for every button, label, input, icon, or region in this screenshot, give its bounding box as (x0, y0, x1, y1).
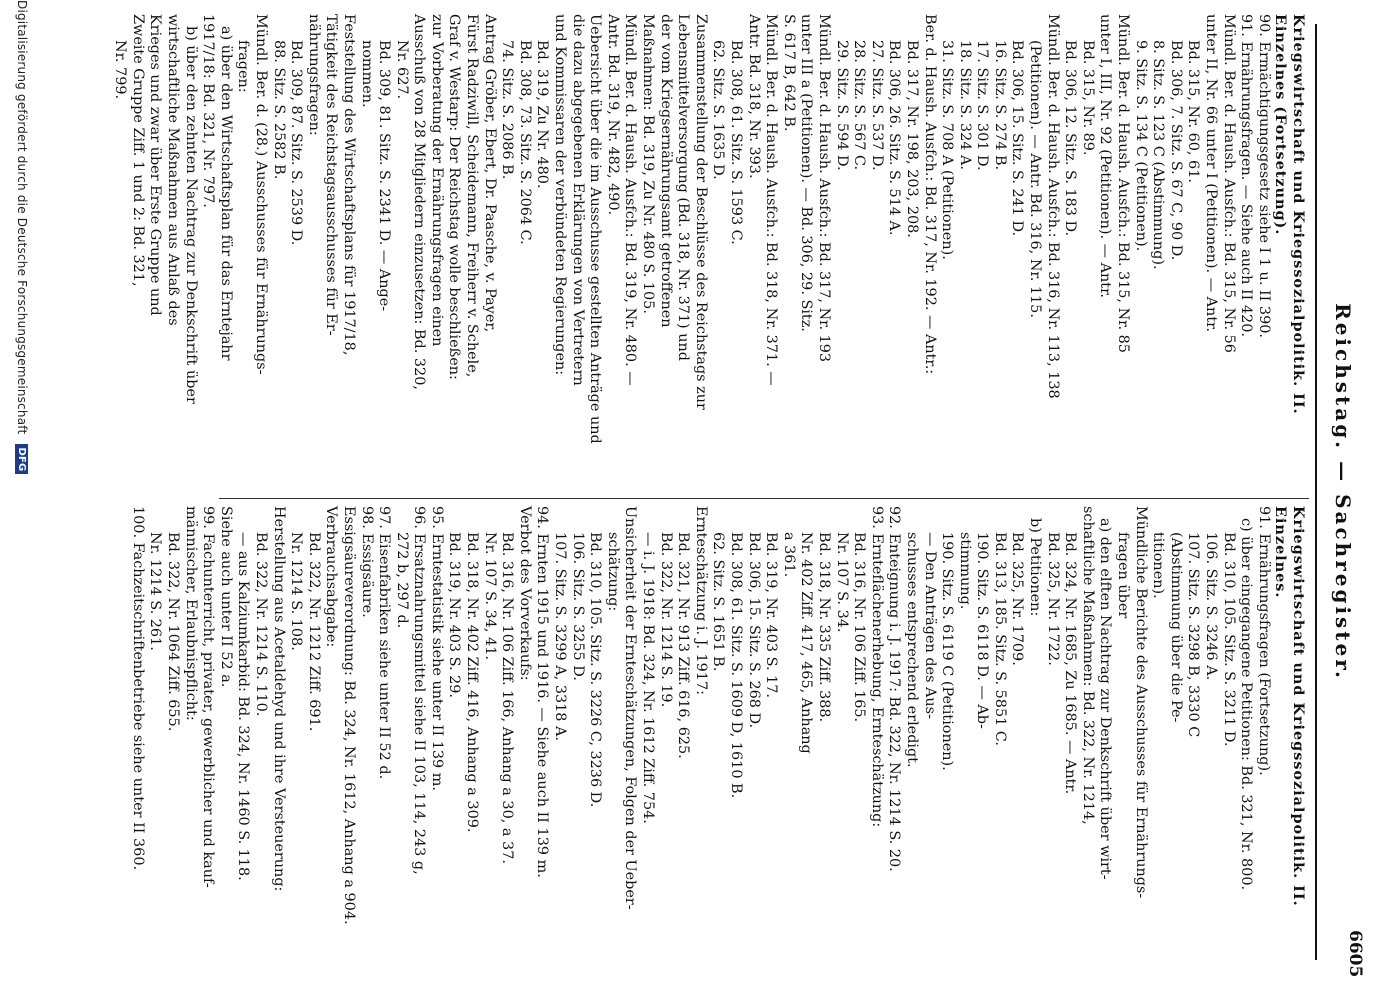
register-line: der vom Kriegsernährungsamt getroffenen (657, 14, 674, 328)
register-line: Bd. 316, Nr. 106 Ziff. 166, Anhang a 30, a 37. (499, 532, 516, 864)
register-line: Nr. 799. (112, 40, 129, 100)
register-line: 95. Erntestatistik siehe unter II 139 m. (428, 506, 445, 791)
register-line: schaftliche Maßnahmen: Bd. 322, Nr. 1214, (1079, 506, 1096, 825)
register-line: 92. Enteignung i. J. 1917: Bd. 322, Nr. 1214 S. 20. (886, 506, 903, 872)
digitization-credit (7, 0, 29, 1000)
register-line: Antr. Bd. 318, Nr. 393. (745, 14, 762, 179)
register-line: Bd. 308, 61. Sitz. S. 1609 D, 1610 B. (728, 532, 744, 799)
register-line: Bd. 315, Nr. 89. (1079, 40, 1096, 156)
register-line: Mündl. Ber. d. Haush. Ausfch.: Bd. 316, Nr. 113, 138 (1044, 14, 1061, 399)
register-line: 16. Sitz. S. 274 B. (991, 40, 1008, 171)
register-line: 96. Ersatznahrungsmittel siehe II 103, 114, 243 g, (411, 506, 428, 875)
register-line: Bd. 306, 26. Sitz. S. 514 A. (886, 40, 903, 236)
register-line: Mündl. Ber. d. Haush. Ausfch.: Bd. 319, Nr. 480. — (622, 14, 639, 386)
register-line: stimmung. (956, 532, 973, 610)
register-line: Zweite Gruppe Ziff. 1 und 2: Bd. 321, (129, 14, 146, 287)
register-line: c) über eingegangene Petitionen: Bd. 321, Nr. 800. (1238, 518, 1255, 891)
register-line: wirtschaftliche Maßnahmen aus Anlaß des (165, 14, 181, 326)
register-line: Mündl. Ber. d. Haush. Ausfch.: Bd. 315, Nr. 56 (1220, 14, 1237, 353)
register-line: Tätigkeit des Reichstagsausschusses für Er- (323, 14, 340, 336)
register-line: unter I, III, Nr. 92 (Petitionen). — Antr. (1097, 14, 1114, 298)
register-line: 190. Sitz. S. 6119 C (Petitionen). (939, 532, 956, 771)
register-line: Nr. 402 Ziff. 417, 465, Anhang (798, 532, 815, 754)
register-line: — i. J. 1918: Bd. 324, Nr. 1612 Ziff. 754. (640, 532, 657, 824)
register-line: Bd. 316, Nr. 106 Ziff. 165. (851, 532, 868, 723)
register-line: Lebensmittelversorgung (Bd. 318, Nr. 371) und (675, 14, 692, 361)
register-line: Essigsäureverordnung: Bd. 324, Nr. 1612, Anhang a 904. (340, 506, 357, 925)
register-line: Zusammenstellung der Beschlüsse des Reichstags zur (692, 14, 709, 410)
register-line: 107. Sitz. S. 3299 A, 3318 A. (552, 532, 569, 741)
register-line: Bd. 308, 61. Sitz. S. 1593 C. (728, 40, 744, 245)
register-line: Bd. 306, 7. Sitz. S. 67 C, 90 D. (1167, 40, 1184, 261)
register-line: Graf v. Westarp: Der Reichstag wolle beschließen: (446, 14, 463, 380)
register-line: Uebersicht über die im Ausschusse gestellten Anträge und (587, 14, 604, 444)
register-line: 9. Sitz. S. 134 C (Petitionen). (1132, 40, 1149, 252)
register-line: Bd. 310, 105. Sitz. S. 3211 D. (1220, 532, 1237, 747)
register-line: 107. Sitz. S. 3298 B, 3330 C (1185, 532, 1202, 738)
register-line: a) über den Wirtschaftsplan für das Erntejahr (217, 26, 234, 361)
register-line: 62. Sitz. S. 1651 B. (710, 532, 727, 672)
register-line: die dazu abgegebenen Erklärungen von Vertretern (569, 14, 586, 386)
register-line: Verbrauchsabgabe: (323, 506, 340, 648)
register-line: Bd. 319, Zu Nr. 480. (534, 40, 551, 189)
register-line: fragen über (1115, 532, 1132, 619)
register-line: Mündl. Ber. d. Haush. Ausfch.: Bd. 317, Nr. 193 (815, 14, 832, 363)
register-line: Nr. 1214 S. 261. (147, 532, 164, 651)
register-line: unter II, Nr. 66 unter I (Petitionen). — Antr. (1203, 14, 1220, 332)
register-line: Nr. 1214 S. 108. (288, 532, 305, 651)
register-line: Nr. 627. (393, 40, 410, 100)
register-line: zur Vorberatung der Ernährungsfragen einen (428, 14, 445, 347)
register-line: 91. Ernährungsfragen (Fortsetzung). (1255, 506, 1272, 776)
register-line: 91. Ernährungsfragen. — Siehe auch II 420. (1238, 14, 1255, 337)
register-line: Krieges und zwar über Erste Gruppe und (147, 14, 164, 316)
register-line: nommen. (358, 40, 375, 108)
right-column (129, 506, 1307, 984)
register-line: schätzung: (604, 532, 621, 612)
left-column (112, 14, 1307, 492)
register-line: Bd. 325, Nr. 1709. (1009, 532, 1026, 666)
left-column-heading: Kriegswirtschaft und Kriegssozialpolitik. II. Einzelnes (Fortsetzung). (1272, 14, 1307, 415)
register-line: unter III a (Petitionen). — Bd. 306, 29. Sitz. (798, 14, 815, 332)
register-line: Fürst Radziwill, Scheidemann, Freiherr v. Schele, (464, 14, 481, 378)
register-line: 106. Sitz. S. 3255 D. (569, 532, 586, 681)
register-line: Bd. 322, Nr. 1214 S. 19. (657, 532, 674, 708)
register-line: 99. Fachunterricht, privater, gewerblicher und kauf- (200, 506, 217, 888)
register-line: Verbot des Vorverkaufs: (516, 506, 533, 681)
register-line: Bd. 321, Nr. 913 Ziff. 616, 625. (675, 532, 692, 759)
register-line: 90. Ermächtigungsgesetz siehe I 1 u. II 390. (1255, 14, 1272, 338)
right-column-heading: Kriegswirtschaft und Kriegssozialpolitik. II. Einzelnes. (1272, 506, 1307, 907)
register-line: 62. Sitz. S. 1635 D. (710, 40, 727, 180)
register-line: 18. Sitz. S. 324 A. (956, 40, 973, 170)
page-number: 6605 (1345, 930, 1365, 978)
register-line: 272 b, 297 d. (393, 532, 410, 629)
register-line: 98. Essigsäure. (358, 506, 375, 618)
register-line: 1917/18: Bd. 321, Nr. 797. (200, 14, 217, 208)
register-line: Siehe auch unter II 52 a. (217, 506, 234, 688)
register-line: Bd. 310, 105. Sitz. S. 3226 C, 3236 D. (587, 532, 604, 808)
register-line: 28. Sitz. S. 567 C. (851, 40, 868, 171)
register-line: Ber. d. Haush. Ausfch.: Bd. 317, Nr. 192. — Antr.: (921, 14, 938, 375)
register-line: Nr. 107 S. 34. (833, 532, 850, 633)
register-line: männischer, Erlaubnispflicht: (182, 506, 199, 721)
register-line: Antr. Bd. 319, Nr. 482, 490. (604, 14, 621, 216)
register-line: Bd. 313, 185. Sitz. S. 5851 C. (991, 532, 1008, 746)
register-line: Bd. 306, 15. Sitz. S. 241 D. (1009, 40, 1026, 237)
register-line: schusses entsprechend erledigt. (903, 532, 920, 768)
register-line: Bd. 318, Nr. 402 Ziff. 416, Anhang a 309. (464, 532, 481, 833)
register-line: (Abstimmung über die Pe- (1167, 532, 1184, 723)
register-line: Bd. 309, 81. Sitz. S. 2341 D. — Ange- (376, 40, 393, 312)
page-header (1315, 24, 1367, 960)
register-line: Mündl. Ber. d. Haush. Ausfch.: Bd. 318, Nr. 371. — (763, 14, 780, 386)
register-line: Mündl. Ber. d. (28.) Ausschusses für Ernährungs- (252, 14, 269, 375)
register-line: Bd. 325, Nr. 1722. (1044, 532, 1061, 666)
register-line: Feststellung des Wirtschaftsplans für 1917/18, (340, 14, 357, 356)
register-line: 29. Sitz. S. 594 D. (833, 40, 850, 171)
register-line: Nr. 107 S. 34, 41. (481, 532, 498, 660)
register-line: Bd. 306, 15. Sitz. S. 268 D. (745, 532, 762, 729)
register-line: Unsicherheit der Ernteschätzungen, Folgen der Ueber- (622, 506, 639, 910)
register-line: 106. Sitz. S. 3246 A. (1203, 532, 1220, 681)
register-line: 88. Sitz. S. 2582 B. (270, 40, 287, 180)
register-line: b) Petitionen: (1027, 518, 1044, 617)
register-line: Bd. 317, Nr. 198, 203, 208. (903, 40, 920, 238)
credit-text: Digitalisierung gefördert durch die Deutsche Forschungsgemeinschaft (15, 0, 29, 435)
register-line: Bd. 319, Nr. 403 S. 17. (763, 532, 780, 699)
page-title: Reichstag. — Sachregister. (1331, 303, 1355, 681)
register-line: Bd. 322, Nr. 1214 S. 110. (252, 532, 269, 717)
register-line: Bd. 308, 73. Sitz. S. 2064 C. (516, 40, 533, 245)
register-line: titionen). (1150, 532, 1167, 599)
register-line: Bd. 306, 12. Sitz. S. 183 D. (1062, 40, 1079, 237)
register-line: Bd. 322, Nr. 1212 Ziff. 691. (305, 532, 322, 732)
register-line: 31. Sitz. S. 708 A (Petitionen). (939, 40, 956, 260)
register-line: b) über den zehnten Nachtrag zur Denkschrift über (182, 26, 199, 404)
register-line: 94. Ernten 1915 und 1916. — Siehe auch II 139 m. (534, 506, 551, 878)
register-line: (Petitionen). — Antr. Bd. 316, Nr. 115. (1027, 40, 1044, 318)
register-line: fragen: (235, 40, 252, 93)
register-line: Mündliche Berichte des Ausschusses für Ernährungs- (1132, 506, 1149, 899)
register-line: 100. Fachzeitschriftenbetriebe siehe unter II 360. (129, 506, 146, 871)
register-line: 97. Eisenfabriken siehe unter II 52 d. (376, 506, 393, 780)
register-line: Bd. 322, Nr. 1064 Ziff. 655. (165, 532, 181, 732)
register-line: 17. Sitz. S. 301 D. (974, 40, 991, 171)
register-line: Herstellung aus Acetaldehyd und ihre Versteuerung: (270, 506, 287, 892)
right-column-lines (128, 506, 1272, 984)
register-line: a) den elften Nachtrag zur Denkschrift über wirt- (1097, 518, 1114, 880)
left-column-lines (111, 14, 1272, 492)
register-line: 74. Sitz. S. 2086 B. (499, 40, 516, 180)
register-line: 27. Sitz. S. 537 D. (868, 40, 885, 171)
register-line: Bd. 318, Nr. 335 Ziff. 388. (815, 532, 832, 723)
register-line: a 361. (780, 532, 797, 578)
register-line: Bd. 315, Nr. 60, 61. (1185, 40, 1202, 183)
register-line: Bd. 309, 87. Sitz. S. 2539 D. (288, 40, 305, 246)
register-line: 190. Sitz. S. 6118 D. — Ab- (974, 532, 991, 729)
register-line: Mündl. Ber. d. Haush. Ausfch.: Bd. 315, Nr. 85 (1115, 14, 1132, 353)
register-line: — Den Anträgen des Aus- (921, 532, 938, 719)
register-line: und Kommissaren der verbündeten Regierungen: (552, 14, 569, 376)
register-line: 8. Sitz. S. 123 C (Abstimmung). (1150, 40, 1167, 270)
register-line: Antrag Gröber, Ebert, Dr. Paasche, v. Payer, (481, 14, 498, 333)
register-line: Bd. 324, Nr. 1685, Zu 1685. — Antr. (1062, 532, 1079, 795)
register-line: Bd. 319, Nr. 403 S. 29. (446, 532, 463, 699)
register-line: — aus Kalziumkarbid: Bd. 324, Nr. 1460 S. 118. (235, 532, 252, 881)
dfg-logo: DFG (15, 444, 28, 474)
register-line: nährungsfragen: (305, 14, 322, 136)
column-divider (219, 498, 1309, 499)
register-line: S. 617 B, 642 B. (780, 14, 797, 132)
register-line: 93. Ernteflächenerhebung, Ernteschätzung: (868, 506, 885, 828)
register-line: Ausschuß von 28 Mitgliedern einzusetzen: Bd. 320, (411, 14, 428, 390)
register-line: Ernteschätzung i. J. 1917: (692, 506, 709, 695)
register-line: Maßnahmen: Bd. 319, Zu Nr. 480 S. 105. (640, 14, 657, 314)
